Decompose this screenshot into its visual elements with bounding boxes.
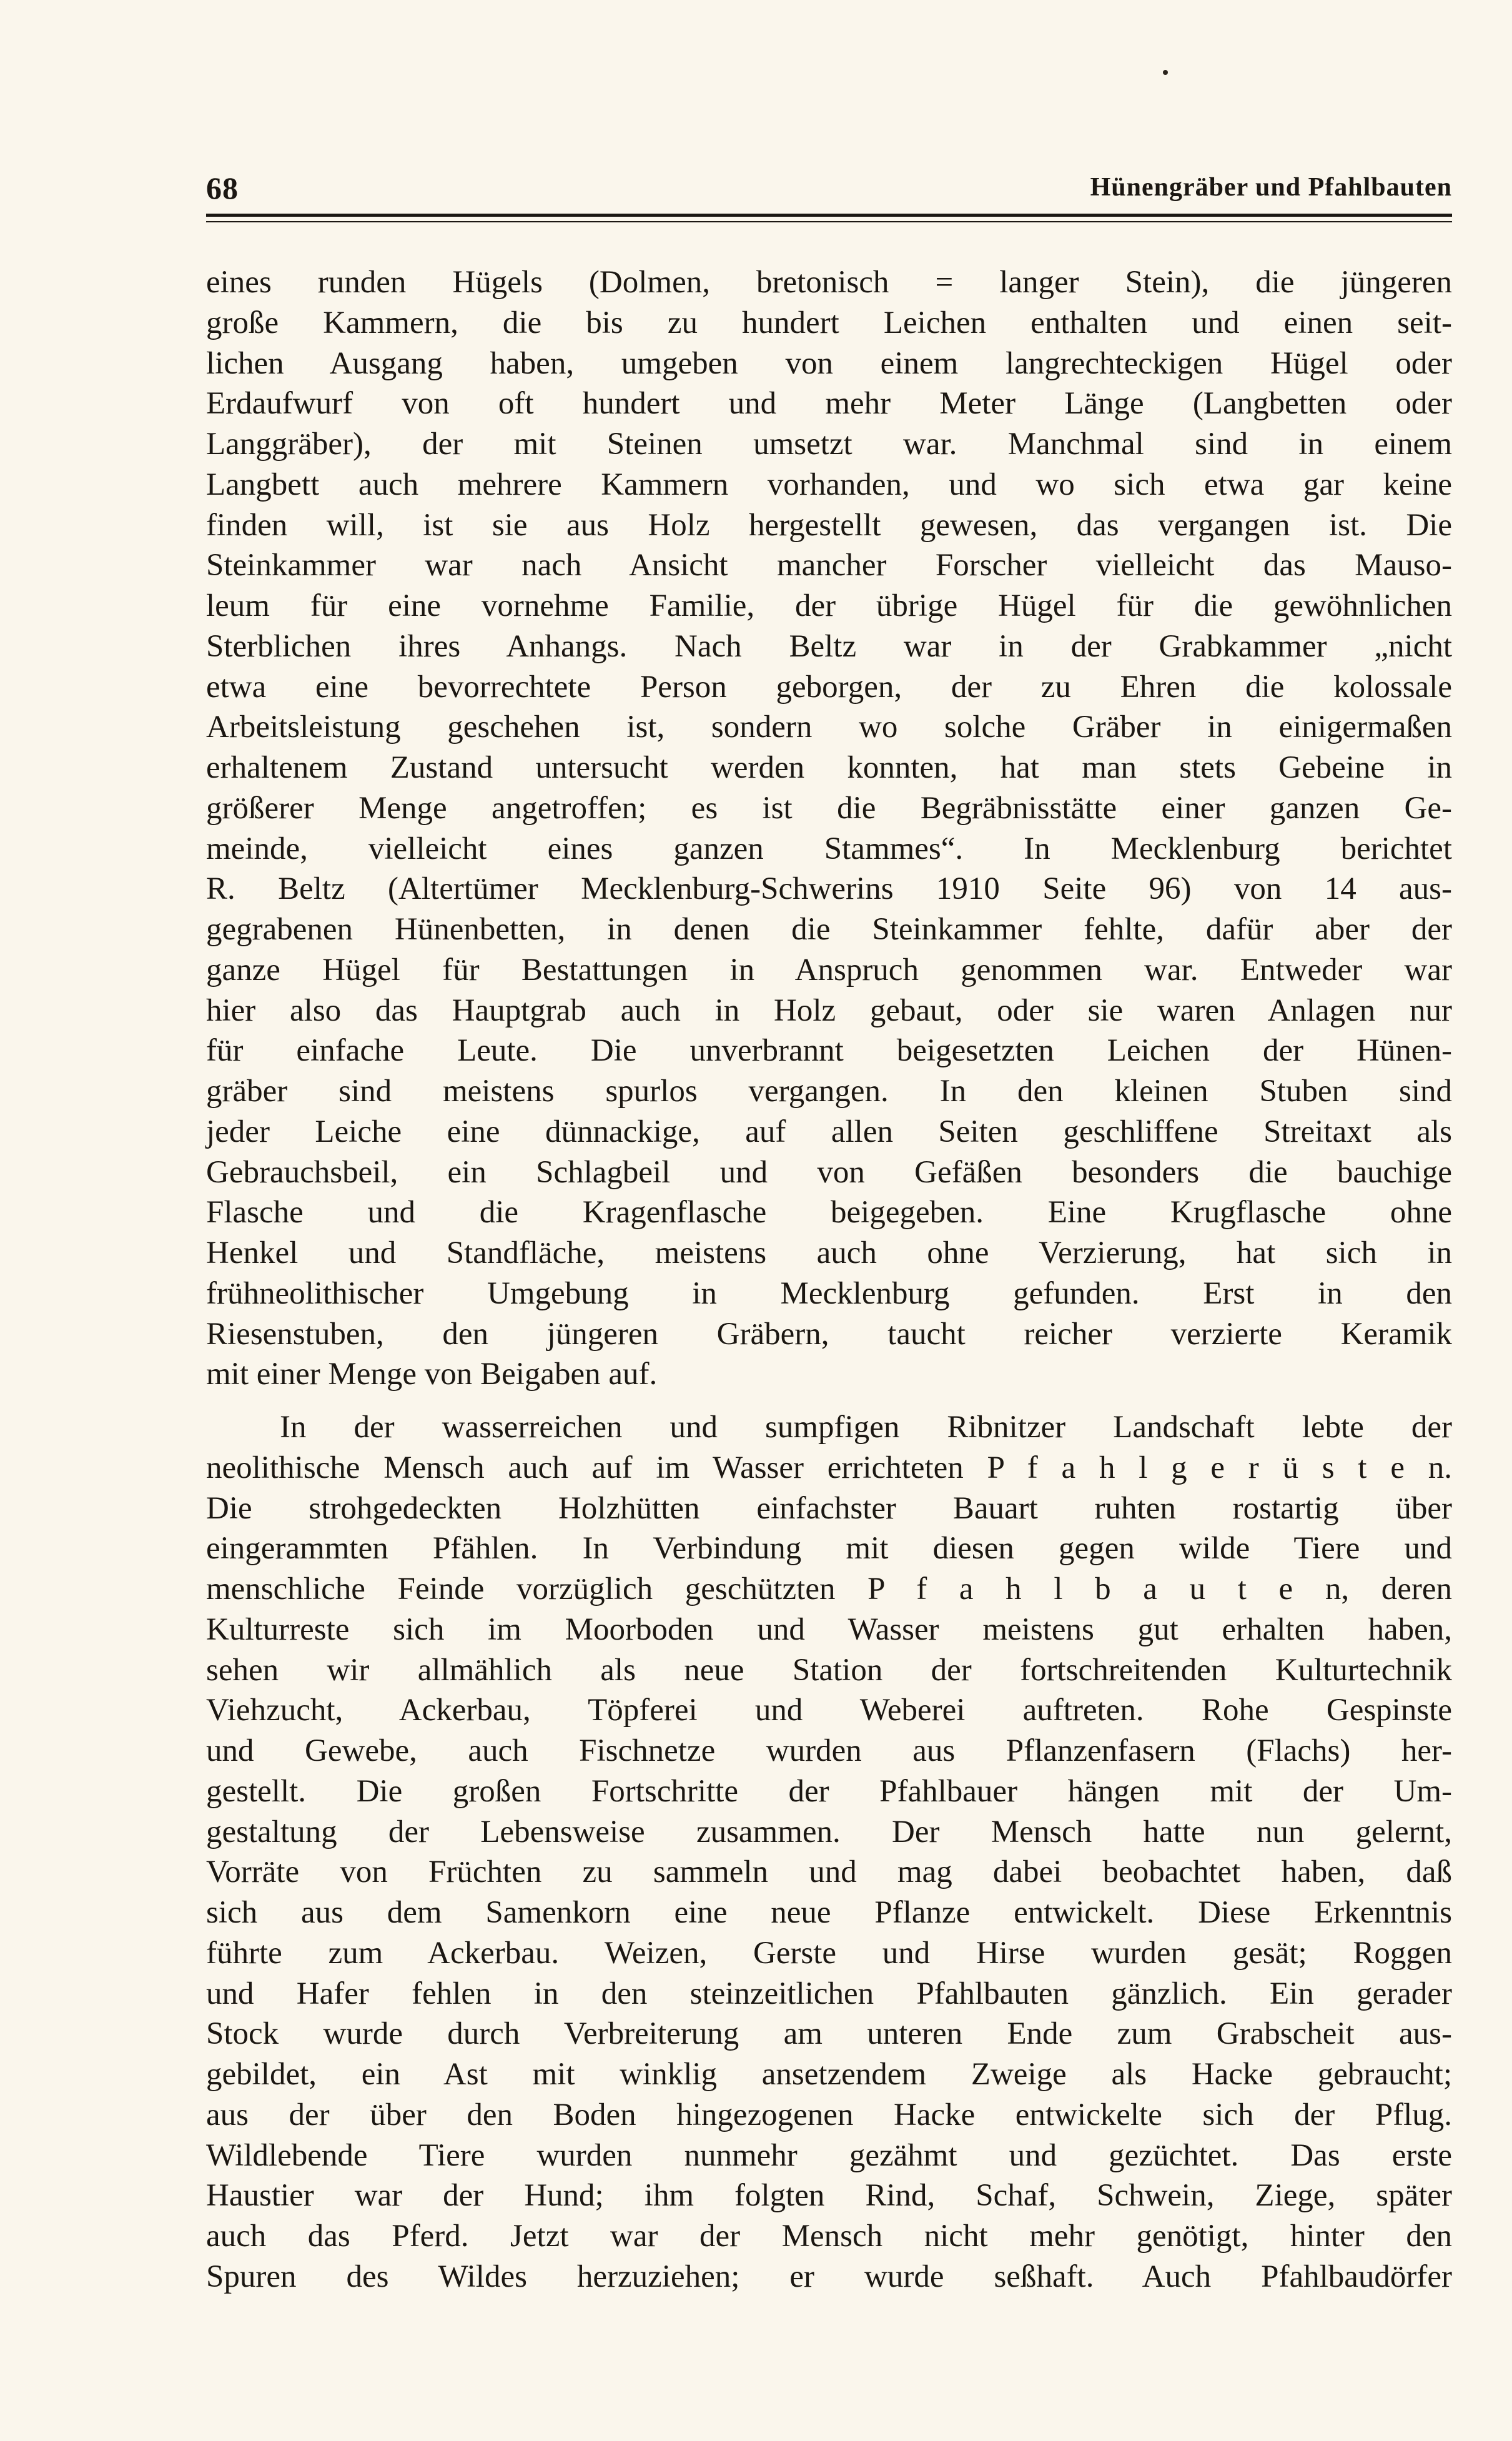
page-number: 68 [206, 171, 239, 205]
text-line: mit einer Menge von Beigaben auf. [206, 1357, 658, 1392]
text-line: sehen wir allmählich als neue Station der fortschreitenden Kulturtechnik [206, 1652, 1452, 1688]
text-line: menschliche Feinde vorzüglich geschützten P f a h l b a u t e n, deren [206, 1572, 1452, 1607]
text-line: führte zum Ackerbau. Weizen, Gerste und Hirse wurden gesät; Roggen [206, 1935, 1452, 1971]
running-title: Hünengräber und Pfahlbauten [1090, 173, 1452, 202]
text-line: Flasche und die Kragenflasche beigegeben. Eine Krugflasche ohne [206, 1195, 1452, 1230]
text-line: lichen Ausgang haben, umgeben von einem langrechteckigen Hügel oder [206, 345, 1452, 381]
page-header [206, 170, 1452, 207]
text-line: Viehzucht, Ackerbau, Töpferei und Weberei auftreten. Rohe Gespinste [206, 1693, 1452, 1728]
text-line: größerer Menge angetroffen; es ist die Begräbnisstätte einer ganzen Ge- [206, 790, 1452, 826]
text-line: Langgräber), der mit Steinen umsetzt war. Manchmal sind in einem [206, 427, 1452, 462]
text-line: für einfache Leute. Die unverbrannt beigesetzten Leichen der Hünen- [206, 1033, 1452, 1069]
text-line: auch das Pferd. Jetzt war der Mensch nicht mehr genötigt, hinter den [206, 2219, 1452, 2254]
text-line: und Gewebe, auch Fischnetze wurden aus Pflanzenfasern (Flachs) her- [206, 1733, 1452, 1768]
paragraph [206, 1407, 1452, 2297]
body-text [206, 262, 1452, 2297]
text-line: finden will, ist sie aus Holz hergestellt gewesen, das vergangen ist. Die [206, 507, 1452, 543]
text-line: eines runden Hügels (Dolmen, bretonisch = langer Stein), die jüngeren [206, 265, 1452, 300]
text-line: ganze Hügel für Bestattungen in Anspruch genommen war. Entweder war [206, 952, 1452, 988]
text-line: Langbett auch mehrere Kammern vorhanden, und wo sich etwa gar keine [206, 467, 1452, 502]
print-speck [1163, 70, 1168, 75]
text-line: Haustier war der Hund; ihm folgten Rind, Schaf, Schwein, Ziege, später [206, 2178, 1452, 2214]
text-line: Die strohgedeckten Holzhütten einfachster Bauart ruhten rostartig über [206, 1490, 1452, 1526]
text-line: In der wasserreichen und sumpfigen Ribnitzer Landschaft lebte der [280, 1410, 1452, 1445]
text-line: gestaltung der Lebensweise zusammen. Der Mensch hatte nun gelernt, [206, 1814, 1452, 1849]
text-line: Gebrauchsbeil, ein Schlagbeil und von Gefäßen besonders die bauchige [206, 1154, 1452, 1190]
text-line: frühneolithischer Umgebung in Mecklenburg gefunden. Erst in den [206, 1275, 1452, 1311]
text-line: Vorräte von Früchten zu sammeln und mag dabei beobachtet haben, daß [206, 1854, 1452, 1890]
text-line: erhaltenem Zustand untersucht werden konnten, hat man stets Gebeine in [206, 750, 1452, 785]
text-line: leum für eine vornehme Familie, der übrige Hügel für die gewöhnlichen [206, 588, 1452, 623]
text-line: Henkel und Standfläche, meistens auch ohne Verzierung, hat sich in [206, 1235, 1452, 1270]
text-line: sich aus dem Samenkorn eine neue Pflanze entwickelt. Diese Erkenntnis [206, 1895, 1452, 1930]
text-line: eingerammten Pfählen. In Verbindung mit diesen gegen wilde Tiere und [206, 1531, 1452, 1567]
text-line: jeder Leiche eine dünnackige, auf allen Seiten geschliffene Streitaxt als [206, 1114, 1452, 1149]
text-line: gegrabenen Hünenbetten, in denen die Steinkammer fehlte, dafür aber der [206, 912, 1452, 947]
text-line: hier also das Hauptgrab auch in Holz gebaut, oder sie waren Anlagen nur [206, 993, 1452, 1028]
text-line: Riesenstuben, den jüngeren Gräbern, taucht reicher verzierte Keramik [206, 1316, 1452, 1352]
text-line: gestellt. Die großen Fortschritte der Pfahlbauer hängen mit der Um- [206, 1773, 1452, 1809]
text-line: Erdaufwurf von oft hundert und mehr Meter Länge (Langbetten oder [206, 386, 1452, 422]
text-line: Wildlebende Tiere wurden nunmehr gezähmt und gezüchtet. Das erste [206, 2137, 1452, 2173]
text-line: Steinkammer war nach Ansicht mancher Forscher vielleicht das Mauso- [206, 548, 1452, 583]
header-rule-thick [206, 214, 1452, 217]
text-line: aus der über den Boden hingezogenen Hacke entwickelte sich der Pflug. [206, 2097, 1452, 2132]
text-line: Spuren des Wildes herzuziehen; er wurde seßhaft. Auch Pfahlbaudörfer [206, 2259, 1452, 2294]
text-line: etwa eine bevorrechtete Person geborgen, der zu Ehren die kolossale [206, 669, 1452, 705]
text-line: große Kammern, die bis zu hundert Leichen enthalten und einen seit- [206, 305, 1452, 340]
text-line: Sterblichen ihres Anhangs. Nach Beltz war in der Grabkammer „nicht [206, 628, 1452, 664]
text-line: Arbeitsleistung geschehen ist, sondern wo solche Gräber in einigermaßen [206, 710, 1452, 745]
header-rule-thin [206, 221, 1452, 222]
text-line: Stock wurde durch Verbreiterung am unteren Ende zum Grabscheit aus- [206, 2016, 1452, 2052]
paragraph [206, 262, 1452, 1395]
text-line: R. Beltz (Altertümer Mecklenburg-Schwerins 1910 Seite 96) von 14 aus- [206, 871, 1452, 907]
text-line: gräber sind meistens spurlos vergangen. In den kleinen Stuben sind [206, 1074, 1452, 1109]
text-line: Kulturreste sich im Moorboden und Wasser meistens gut erhalten haben, [206, 1612, 1452, 1647]
text-line: gebildet, ein Ast mit winklig ansetzendem Zweige als Hacke gebraucht; [206, 2057, 1452, 2092]
paragraph-gap [206, 1395, 1452, 1407]
text-line: und Hafer fehlen in den steinzeitlichen Pfahlbauten gänzlich. Ein gerader [206, 1976, 1452, 2011]
text-line: neolithische Mensch auch auf im Wasser errichteten P f a h l g e r ü s t e n. [206, 1450, 1452, 1485]
text-line: meinde, vielleicht eines ganzen Stammes“. In Mecklenburg berichtet [206, 831, 1452, 866]
